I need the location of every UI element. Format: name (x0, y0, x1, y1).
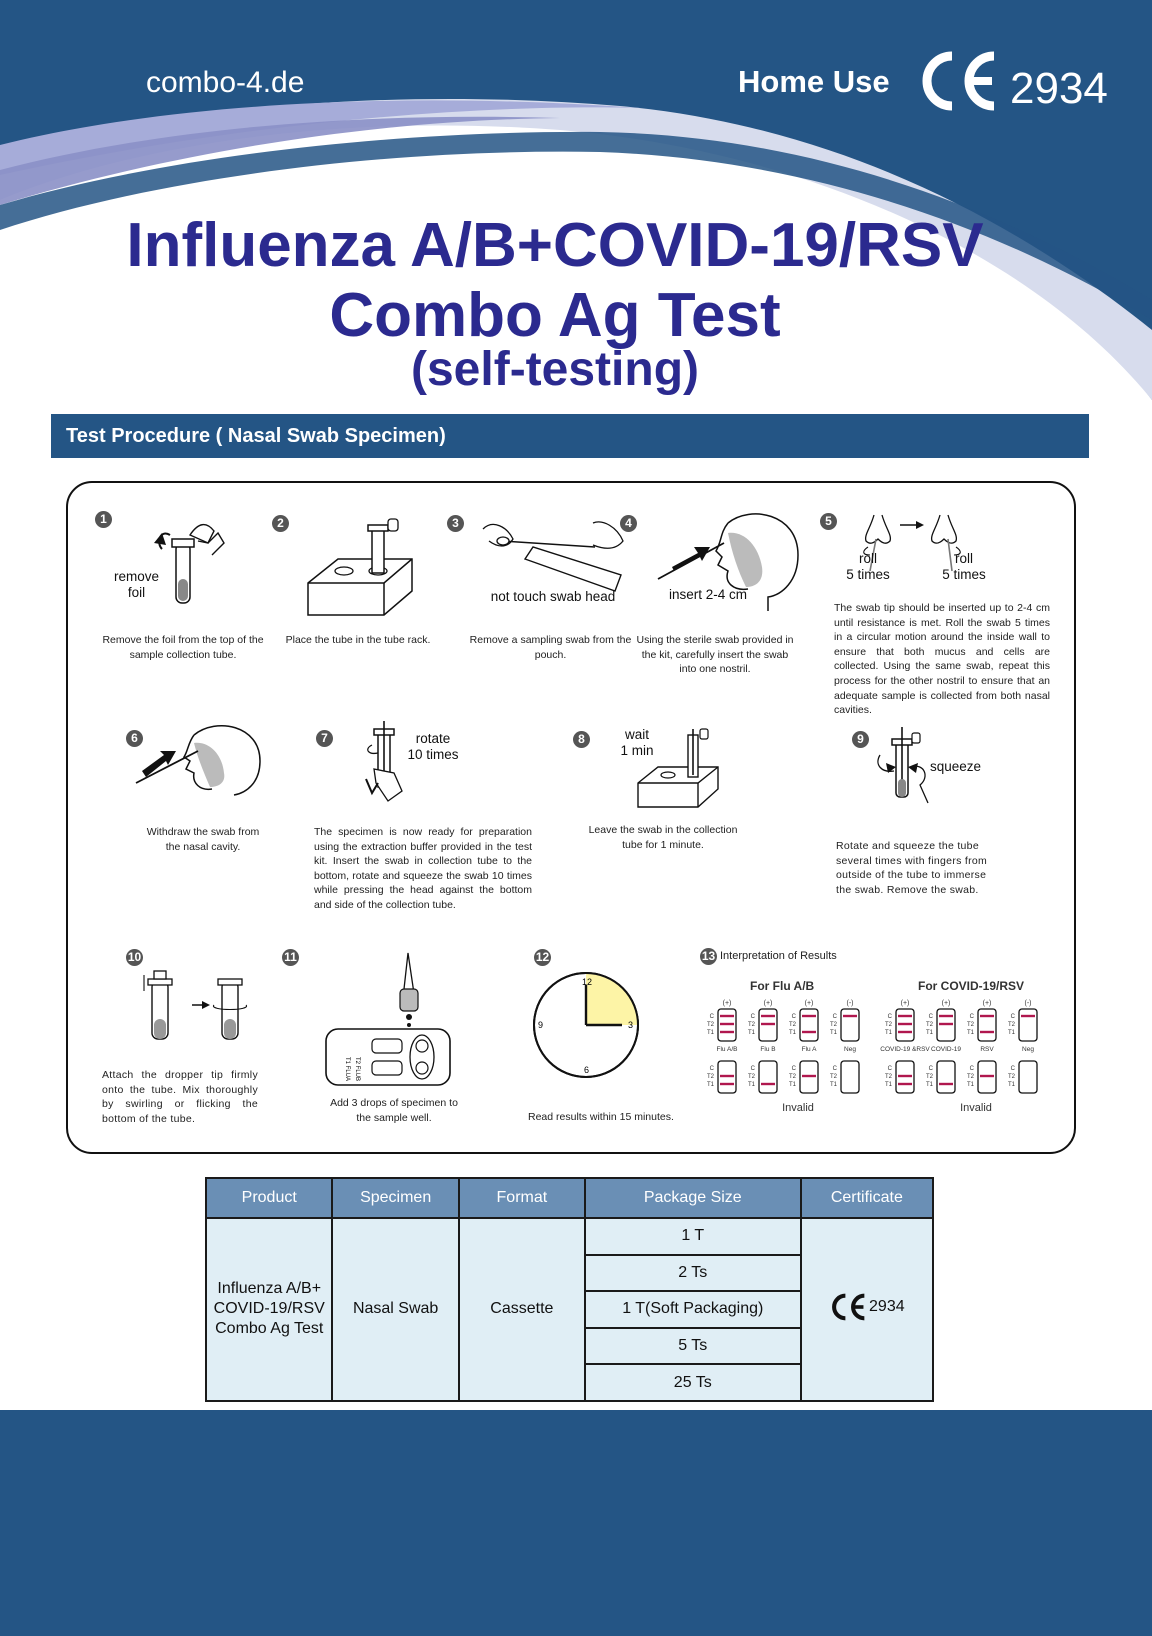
line-letter: C (709, 1066, 714, 1072)
line-letter: T1 (747, 1030, 755, 1036)
line-letter: T2 (966, 1074, 974, 1080)
step-8-label: wait 1 min (620, 727, 654, 758)
clock-3: 3 (628, 1020, 634, 1030)
line-letter: T1 (788, 1030, 796, 1036)
line-letter: T1 (829, 1030, 837, 1036)
clock-9: 9 (538, 1020, 544, 1030)
step-number-7: 7 (316, 730, 333, 747)
timer-clock-icon (532, 971, 642, 1081)
step-number-8: 8 (573, 731, 590, 748)
line-letter: T2 (706, 1022, 714, 1028)
covid-results-title: For COVID-19/RSV (918, 979, 1025, 993)
step-number-12: 12 (535, 950, 550, 964)
invalid-cassette (1019, 1061, 1037, 1093)
step-12-text: Read results within 15 minutes. (528, 1111, 674, 1123)
line-letter: C (791, 1014, 796, 1020)
section-title: Test Procedure ( Nasal Swab Specimen) (66, 425, 446, 447)
line-letter: T1 (706, 1030, 714, 1036)
line-letter: T2 (788, 1074, 796, 1080)
step-7-label: rotate 10 times (407, 731, 459, 762)
result-cassette (800, 1009, 818, 1041)
swab-pouch-icon (483, 519, 623, 589)
step-1-text: Remove the foil from the top of the sample collection tube. (102, 634, 264, 661)
result-name: Flu B (760, 1046, 776, 1053)
line-letter: T1 (925, 1082, 933, 1088)
line-letter: T1 (706, 1082, 714, 1088)
ce-mark-icon (918, 50, 1002, 112)
line-letter: C (832, 1014, 837, 1020)
line-letter: T1 (966, 1030, 974, 1036)
step-number-4: 4 (620, 515, 637, 532)
line-letter: T1 (966, 1082, 974, 1088)
ce-mark-small-icon (829, 1293, 869, 1321)
line-letter: T1 (884, 1030, 892, 1036)
invalid-label: Invalid (782, 1102, 814, 1114)
add-drops-cassette-icon (326, 953, 456, 1082)
cassette-label-ab: T2 FLUB (354, 1057, 360, 1082)
title-line-3: (self-testing) (411, 343, 699, 396)
cell-size: 2 Ts (585, 1255, 801, 1292)
line-letter: T1 (747, 1082, 755, 1088)
step-5-label-right: roll 5 times (942, 551, 986, 582)
attach-dropper-icon (148, 971, 258, 1051)
line-letter: T1 (925, 1030, 933, 1036)
home-use-label: Home Use (738, 64, 890, 99)
invalid-cassette (937, 1061, 955, 1093)
line-letter: C (1010, 1014, 1015, 1020)
cassette-label-ab2: T1 FLUA (344, 1057, 350, 1082)
result-name: Neg (1022, 1046, 1034, 1053)
clock-6: 6 (584, 1065, 590, 1075)
result-sign: (+) (763, 1000, 773, 1007)
line-letter: T2 (966, 1022, 974, 1028)
line-letter: T2 (829, 1074, 837, 1080)
step-10-text: Attach the dropper tip firmly onto the tube. Mix thoroughly by swirling or flicking the bottom of the tube. (102, 1069, 258, 1125)
result-name: Flu A (801, 1046, 817, 1053)
line-letter: T2 (884, 1074, 892, 1080)
line-letter: T1 (1007, 1082, 1015, 1088)
result-name: COVID-19 (931, 1046, 961, 1053)
title-line-1: Influenza A/B+COVID-19/RSV (126, 211, 984, 280)
step-number-3: 3 (447, 515, 464, 532)
step-number-13: 13 (701, 949, 716, 963)
cell-size: 25 Ts (585, 1364, 801, 1401)
clock-12: 12 (582, 977, 593, 987)
line-letter: T2 (747, 1022, 755, 1028)
tube-rack-icon (308, 523, 418, 613)
result-sign: (-) (1024, 1000, 1032, 1007)
step-number-2: 2 (272, 515, 289, 532)
step-8-text: Leave the swab in the collection tube for 1 minute. (588, 824, 738, 851)
step-number-5: 5 (820, 513, 837, 530)
line-letter: C (791, 1066, 796, 1072)
procedure-panel (66, 481, 1076, 1154)
step-number-6: 6 (126, 730, 143, 747)
cell-certificate (801, 1218, 933, 1401)
website-label: combo-4.de (146, 66, 305, 99)
title-line-2: Combo Ag Test (329, 281, 781, 350)
line-letter: C (709, 1014, 714, 1020)
result-sign: (+) (941, 1000, 951, 1007)
step-number-10: 10 (127, 950, 142, 964)
line-letter: T2 (829, 1022, 837, 1028)
step-4-text: Using the sterile swab provided in the kit, carefully insert the swab into one nostril. (636, 634, 794, 676)
step-3-text: Remove a sampling swab from the pouch. (469, 634, 632, 661)
line-letter: C (969, 1014, 974, 1020)
result-name: Flu A/B (716, 1046, 738, 1053)
cell-product: Influenza A/B+ COVID-19/RSV Combo Ag Test (206, 1218, 332, 1401)
header-package-size: Package Size (585, 1178, 801, 1218)
results-interpretation (700, 995, 1060, 1145)
cell-size: 1 T(Soft Packaging) (585, 1291, 801, 1328)
line-letter: T1 (1007, 1030, 1015, 1036)
cert-number: 2934 (1010, 64, 1108, 113)
step-6-text: Withdraw the swab from the nasal cavity. (146, 826, 260, 853)
certificate-number: 2934 (869, 1297, 905, 1315)
header-specimen: Specimen (332, 1178, 458, 1218)
step-number-9: 9 (852, 731, 869, 748)
header-format: Format (459, 1178, 585, 1218)
cell-format: Cassette (459, 1218, 585, 1401)
line-letter: C (969, 1066, 974, 1072)
result-name: COVID-19 &RSV (880, 1046, 930, 1053)
header-product: Product (206, 1178, 332, 1218)
result-name: Neg (844, 1046, 856, 1053)
invalid-cassette (759, 1061, 777, 1093)
result-cassette (1019, 1009, 1037, 1041)
line-letter: T2 (788, 1022, 796, 1028)
step-2-text: Place the tube in the tube rack. (285, 634, 431, 646)
invalid-cassette (841, 1061, 859, 1093)
result-name: RSV (980, 1046, 994, 1053)
line-letter: T2 (1007, 1022, 1015, 1028)
result-sign: (+) (982, 1000, 992, 1007)
line-letter: C (928, 1066, 933, 1072)
withdraw-swab-icon (136, 721, 266, 801)
line-letter: T1 (788, 1082, 796, 1088)
step-5-text: The swab tip should be inserted up to 2-4 cm until resistance is met. Roll the swab 5 times in a circular motion around the inside wall to ensure that both mucus and cells are collected. Using the same swab, repeat this process for the other nostril to ensure that an adequate sample is collected from both nasal cavities. (834, 602, 1050, 717)
step-7-text: The specimen is now ready for preparation using the extraction buffer provided in the test kit. Insert the swab in collection tube to the bottom, rotate and squeeze the swab 10 times while pressing the head against the bottom and side of the collection tube. (314, 826, 532, 911)
line-letter: T2 (747, 1074, 755, 1080)
result-sign: (+) (722, 1000, 732, 1007)
step-3-label: not touch swab head (490, 589, 616, 604)
line-letter: C (887, 1066, 892, 1072)
line-letter: C (887, 1014, 892, 1020)
flu-results-title: For Flu A/B (750, 979, 815, 993)
step-number-1: 1 (95, 511, 112, 528)
result-cassette (978, 1009, 996, 1041)
result-sign: (-) (846, 1000, 854, 1007)
line-letter: C (928, 1014, 933, 1020)
cell-size: 1 T (585, 1218, 801, 1255)
line-letter: T2 (706, 1074, 714, 1080)
line-letter: C (1010, 1066, 1015, 1072)
step-9-label: squeeze (930, 759, 982, 774)
line-letter: C (750, 1066, 755, 1072)
wait-rack-icon (638, 729, 718, 809)
cell-specimen: Nasal Swab (332, 1218, 458, 1401)
result-sign: (+) (804, 1000, 814, 1007)
step-4-label: insert 2-4 cm (668, 587, 748, 602)
line-letter: T1 (829, 1082, 837, 1088)
result-sign: (+) (900, 1000, 910, 1007)
footer-band (0, 1410, 1152, 1636)
step-9-text: Rotate and squeeze the tube several times with fingers from outside of the tube to immerse the swab. Remove the swab. (836, 840, 988, 896)
header-certificate: Certificate (801, 1178, 933, 1218)
line-letter: C (750, 1014, 755, 1020)
line-letter: T2 (884, 1022, 892, 1028)
result-cassette (841, 1009, 859, 1041)
line-letter: T2 (925, 1074, 933, 1080)
step-11-text: Add 3 drops of specimen to the sample well. (330, 1097, 458, 1124)
line-letter: T2 (1007, 1074, 1015, 1080)
product-table (205, 1177, 934, 1402)
step-13-title: Interpretation of Results (720, 950, 837, 962)
line-letter: C (832, 1066, 837, 1072)
step-1-label: remove foil (114, 569, 160, 600)
line-letter: T2 (925, 1022, 933, 1028)
step-5-label-left: roll 5 times (846, 551, 890, 582)
results-cassettes (700, 995, 1060, 1145)
line-letter: T1 (884, 1082, 892, 1088)
invalid-label: Invalid (960, 1102, 992, 1114)
step-number-11: 11 (282, 949, 299, 966)
cell-size: 5 Ts (585, 1328, 801, 1365)
